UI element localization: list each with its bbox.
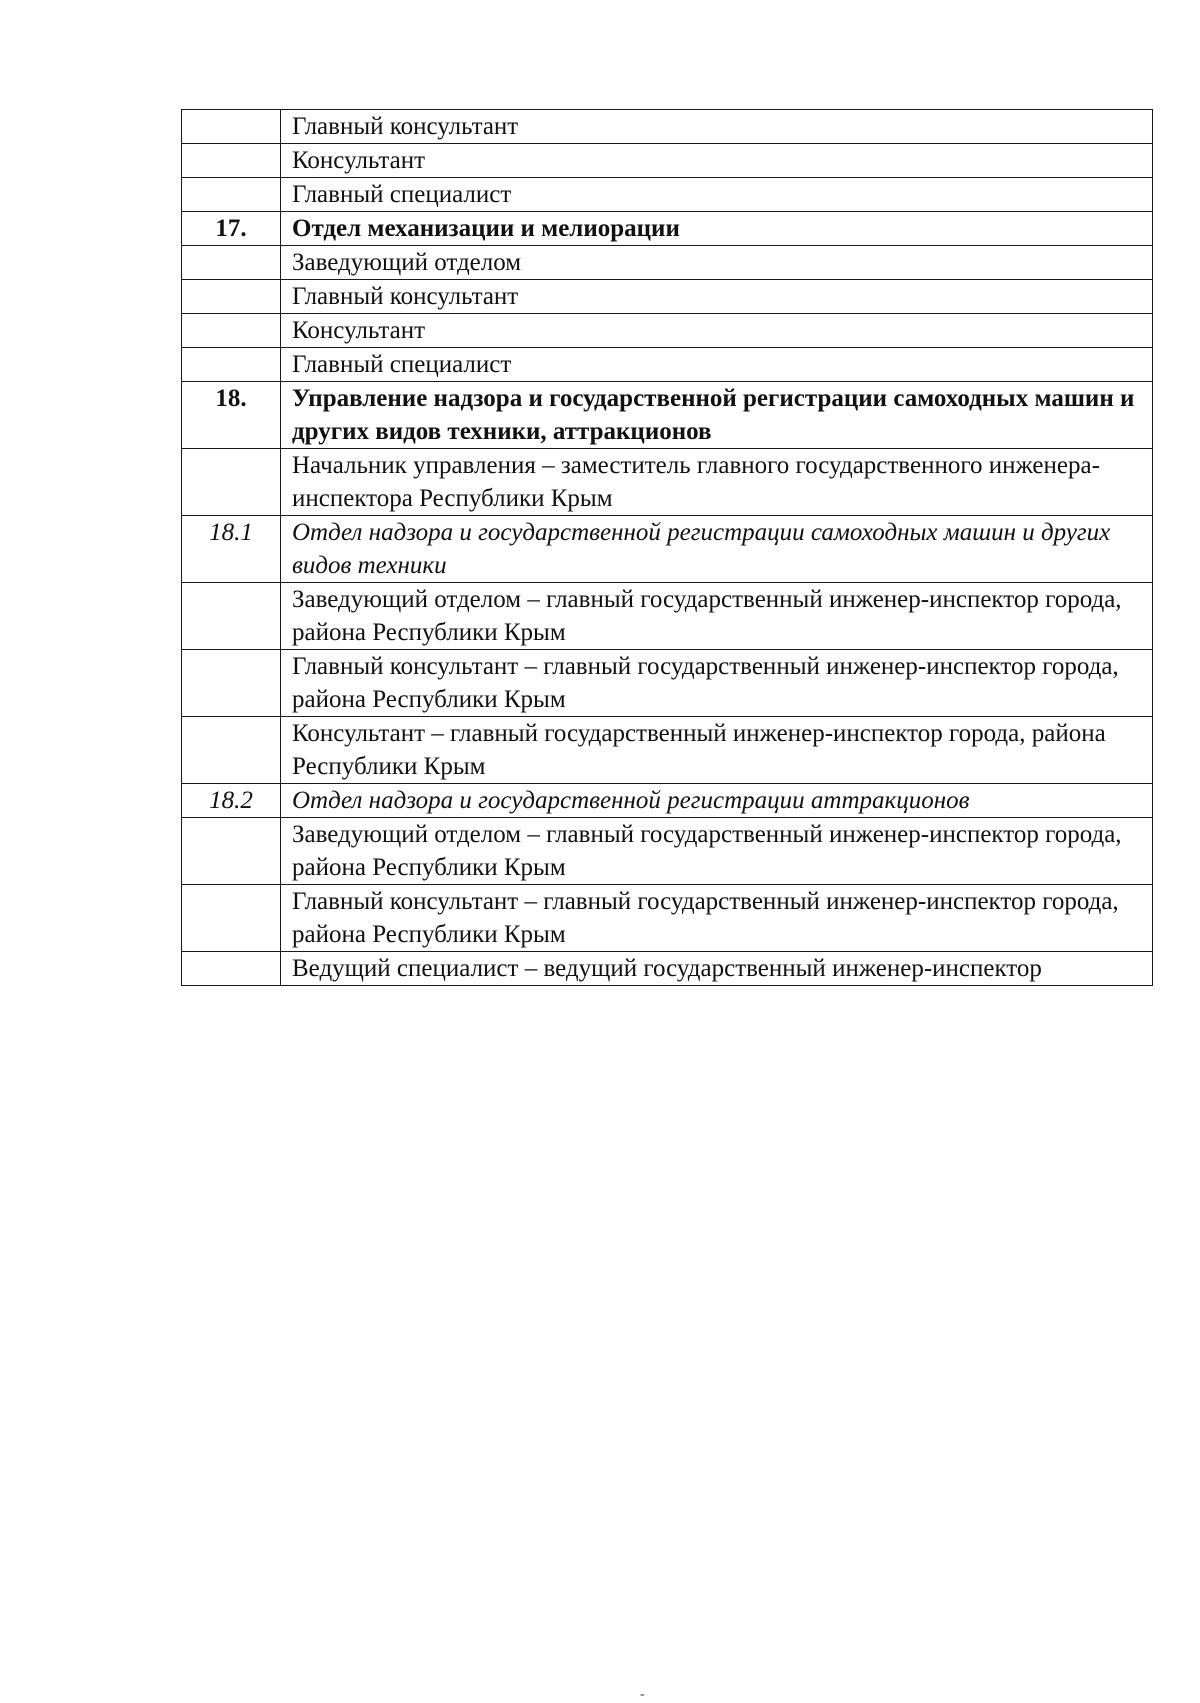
table-row (182, 314, 1153, 348)
row-number (182, 246, 281, 280)
position-title: Главный специалист (281, 348, 1153, 382)
table-row (182, 348, 1153, 382)
row-number (182, 885, 281, 952)
table-row (182, 650, 1153, 717)
table-row (182, 280, 1153, 314)
row-number (182, 449, 281, 516)
row-number (182, 818, 281, 885)
subsection-row (182, 516, 1153, 583)
position-title: Главный специалист (281, 178, 1153, 212)
table-row (182, 818, 1153, 885)
table-row (182, 246, 1153, 280)
table-row (182, 885, 1153, 952)
table-row (182, 717, 1153, 784)
table-row (182, 449, 1153, 516)
table-row (182, 110, 1153, 144)
row-number (182, 650, 281, 717)
subsection-row (182, 784, 1153, 818)
section-row (182, 212, 1153, 246)
table-row (182, 952, 1153, 986)
position-title: Консультант – главный государственный инженер-инспектор города, района Республики Крым (281, 717, 1153, 784)
position-title: Главный консультант (281, 280, 1153, 314)
position-title: Заведующий отделом – главный государственный инженер-инспектор города, района Республики Крым (281, 818, 1153, 885)
table-row (182, 144, 1153, 178)
position-title: Начальник управления – заместитель главного государственного инженера-инспектора Республики Крым (281, 449, 1153, 516)
section-row (182, 382, 1153, 449)
footer-mark: - (640, 1687, 645, 1702)
positions-table-body (182, 110, 1153, 986)
position-title: Главный консультант – главный государственный инженер-инспектор города, района Республики Крым (281, 650, 1153, 717)
row-number (182, 348, 281, 382)
position-title: Главный консультант (281, 110, 1153, 144)
row-number (182, 314, 281, 348)
position-title: Консультант (281, 144, 1153, 178)
table-row (182, 178, 1153, 212)
section-number: 18. (182, 382, 281, 449)
section-title: Управление надзора и государственной регистрации самоходных машин и других видов техники, аттракционов (281, 382, 1153, 449)
subsection-number: 18.1 (182, 516, 281, 583)
subsection-title: Отдел надзора и государственной регистрации самоходных машин и других видов техники (281, 516, 1153, 583)
subsection-title: Отдел надзора и государственной регистрации аттракционов (281, 784, 1153, 818)
row-number (182, 583, 281, 650)
positions-table (181, 109, 1153, 986)
position-title: Консультант (281, 314, 1153, 348)
row-number (182, 952, 281, 986)
position-title: Заведующий отделом (281, 246, 1153, 280)
table-row (182, 583, 1153, 650)
row-number (182, 717, 281, 784)
position-title: Ведущий специалист – ведущий государственный инженер-инспектор (281, 952, 1153, 986)
row-number (182, 110, 281, 144)
section-title: Отдел механизации и мелиорации (281, 212, 1153, 246)
row-number (182, 144, 281, 178)
row-number (182, 178, 281, 212)
subsection-number: 18.2 (182, 784, 281, 818)
position-title: Заведующий отделом – главный государственный инженер-инспектор города, района Республики Крым (281, 583, 1153, 650)
section-number: 17. (182, 212, 281, 246)
row-number (182, 280, 281, 314)
position-title: Главный консультант – главный государственный инженер-инспектор города, района Республики Крым (281, 885, 1153, 952)
